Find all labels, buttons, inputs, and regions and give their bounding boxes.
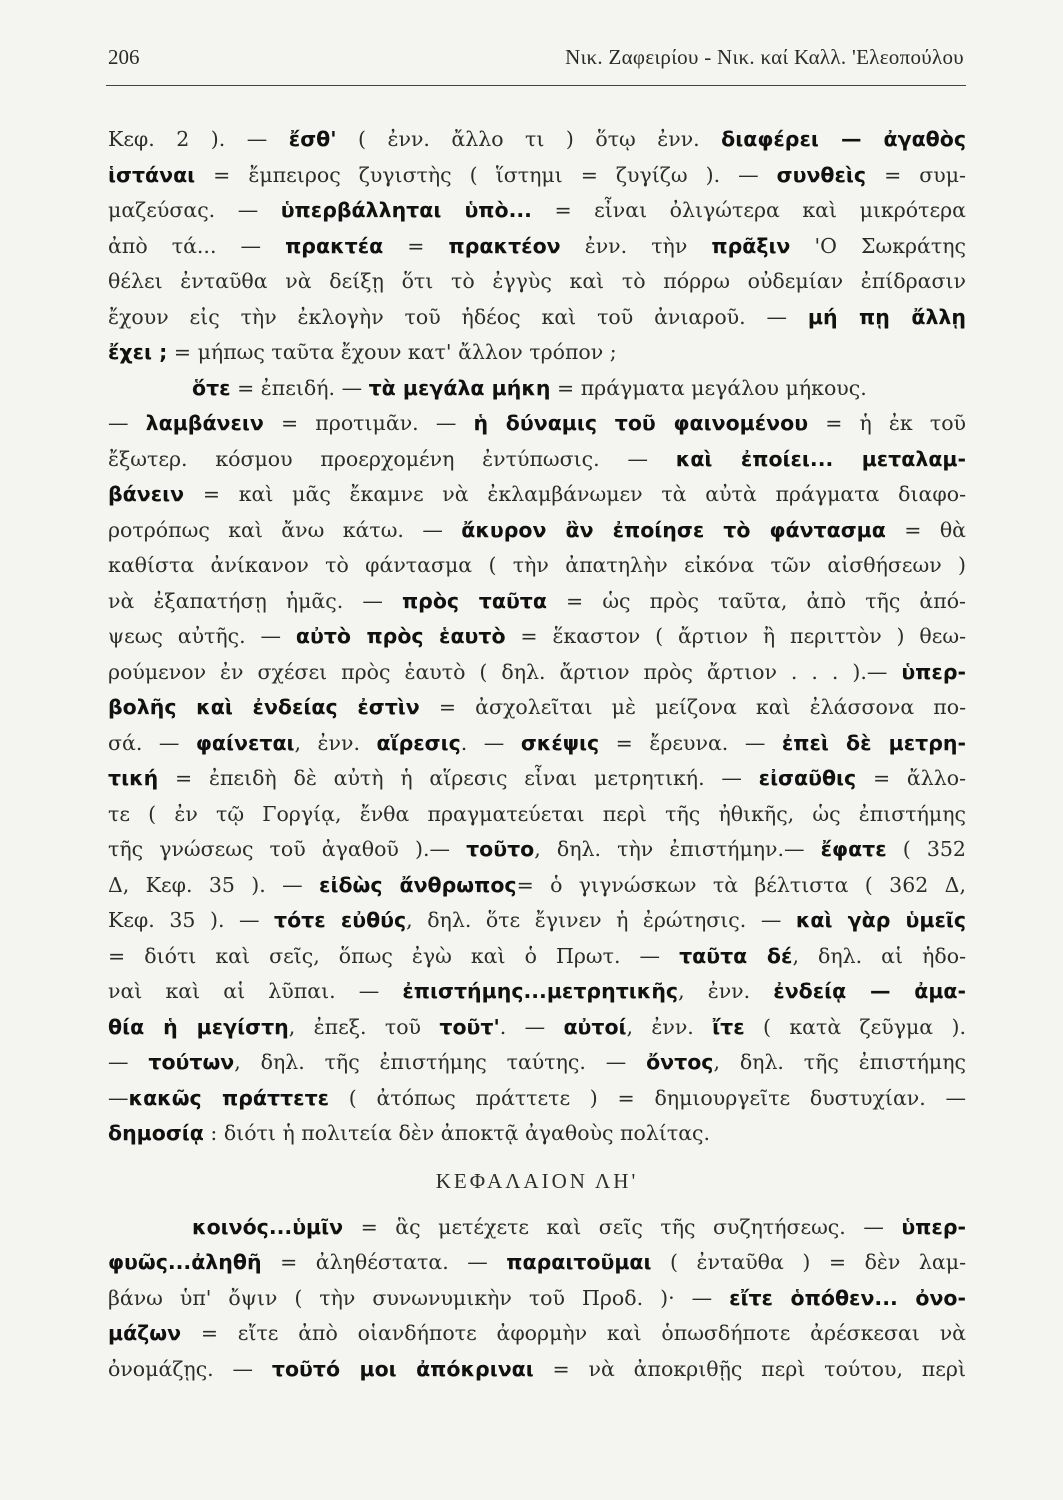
text-line: μαζεύσας. — ὑπερβάλληται ὑπὸ... = εἶναι ὀλιγώτερα καὶ μικρότερα <box>108 198 966 222</box>
text-line: βάνω ὑπ' ὄψιν ( τὴν συνωνυμικὴν τοῦ Προδ. )· — εἴτε ὁπόθεν... ὀνο- <box>108 1285 967 1310</box>
text-line: ὀνομάζῃς. — τοῦτό μοι ἀπόκριναι = νὰ ἀποκριθῇς περὶ τούτου, περὶ <box>108 1356 966 1381</box>
text-line: Κεφ. 35 ). — τότε εὐθύς, δηλ. ὅτε ἔγινεν ἡ ἐρώτησις. — καὶ γὰρ ὑμεῖς <box>108 908 966 932</box>
running-title: Νικ. Ζαφειρίου - Νικ. καί Καλλ. 'Ελεοπούλου <box>565 45 964 69</box>
commentary-block <box>108 122 966 1152</box>
text-line: — λαμβάνειν = προτιμᾶν. — ἡ δύναμις τοῦ φαινομένου = ἡ ἐκ τοῦ <box>108 411 966 435</box>
text-line: ρούμενον ἐν σχέσει πρὸς ἑαυτὸ ( δηλ. ἄρτιον πρὸς ἄρτιον . . . ).— ὑπερ- <box>108 659 966 684</box>
text-line: ναὶ καὶ αἱ λῦπαι. — ἐπιστήμης...μετρητικῆς, ἐνν. ἐνδείᾳ — ἀμα- <box>108 979 966 1003</box>
text-line: τε ( ἐν τῷ Γοργίᾳ, ἔνθα πραγματεύεται περὶ τῆς ἠθικῆς, ὡς ἐπιστήμης <box>108 801 966 826</box>
text-line: Κεφ. 2 ). — ἔσθ' ( ἐνν. ἄλλο τι ) ὅτῳ ἐνν. διαφέρει — ἀγαθὸς <box>108 127 966 151</box>
page-number: 206 <box>108 45 140 69</box>
text-line: βάνειν = καὶ μᾶς ἔκαμνε νὰ ἐκλαμβάνωμεν τὰ αὐτὰ πράγματα διαφο- <box>108 482 966 506</box>
text-line: μάζων = εἴτε ἀπὸ οἱανδήποτε ἀφορμὴν καὶ ὁπωσδήποτε ἀρέσκεσαι νὰ <box>108 1321 966 1345</box>
chapter-heading: ΚΕΦΑΛΑΙΟΝ ΛΗ' <box>435 1168 639 1193</box>
text-line: ἱστάναι = ἔμπειρος ζυγιστὴς ( ἵστημι = ζυγίζω ). — συνθεὶς = συμ- <box>108 162 966 187</box>
text-line: τική = ἐπειδὴ δὲ αὐτὴ ἡ αἵρεσις εἶναι μετρητική. — εἰσαῦθις = ἄλλο- <box>108 766 966 790</box>
chapter-commentary-block <box>108 1210 966 1388</box>
page-header <box>108 45 964 77</box>
text-line: νὰ ἐξαπατήσῃ ἡμᾶς. — πρὸς ταῦτα = ὡς πρὸς ταῦτα, ἀπὸ τῆς ἀπό- <box>108 588 966 613</box>
page-body <box>108 122 966 1387</box>
text-line: κοινός...ὑμῖν = ἃς μετέχετε καὶ σεῖς τῆς συζητήσεως. — ὑπερ- <box>192 1214 966 1239</box>
text-line: τῆς γνώσεως τοῦ ἀγαθοῦ ).— τοῦτο, δηλ. τὴν ἐπιστήμην.— ἔφατε ( 352 <box>108 837 966 861</box>
text-line: —κακῶς πράττετε ( ἀτόπως πράττετε ) = δημιουργεῖτε δυστυχίαν. — <box>108 1085 966 1110</box>
text-line: θία ἡ μεγίστη, ἐπεξ. τοῦ τοῦτ'. — αὐτοί, ἐνν. ἴτε ( κατὰ ζεῦγμα ). <box>108 1014 966 1039</box>
text-line: ἔξωτερ. κόσμου προερχομένη ἐντύπωσις. — καὶ ἐποίει... μεταλαμ- <box>108 446 967 471</box>
text-line: ἀπὸ τά... — πρακτέα = πρακτέον ἐνν. τὴν πρᾶξιν 'Ο Σωκράτης <box>108 233 967 258</box>
text-line: — τούτων, δηλ. τῆς ἐπιστήμης ταύτης. — ὄντος, δηλ. τῆς ἐπιστήμης <box>108 1050 966 1074</box>
text-line: σά. — φαίνεται, ἐνν. αἵρεσις. — σκέψις = ἔρευνα. — ἐπεὶ δὲ μετρη- <box>108 730 966 755</box>
text-line: δημοσίᾳ : διότι ἡ πολιτεία δὲν ἀποκτᾷ ἀγαθοὺς πολίτας. <box>108 1121 711 1145</box>
text-line: ροτρόπως καὶ ἄνω κάτω. — ἄκυρον ἂν ἐποίησε τὸ φάντασμα = θὰ <box>108 517 967 542</box>
text-line: ψεως αὐτῆς. — αὐτὸ πρὸς ἑαυτὸ = ἕκαστον ( ἄρτιον ἢ περιττὸν ) θεω- <box>108 624 967 648</box>
text-line: ὅτε = ἐπειδή. — τὰ μεγάλα μήκη = πράγματα μεγάλου μήκους. <box>192 375 867 400</box>
text-line: καθίστα ἀνίκανον τὸ φάντασμα ( τὴν ἀπατηλὴν εἰκόνα τῶν αἰσθήσεων ) <box>108 553 966 577</box>
text-line: βολῆς καὶ ἐνδείας ἐστὶν = ἀσχολεῖται μὲ μείζονα καὶ ἐλάσσονα πο- <box>108 695 966 719</box>
text-line: ἔχουν εἰς τὴν ἐκλογὴν τοῦ ἡδέος καὶ τοῦ ἀνιαροῦ. — μή πῃ ἄλλῃ <box>108 304 966 329</box>
text-line: φυῶς...ἀληθῆ = ἀληθέστατα. — παραιτοῦμαι ( ἐνταῦθα ) = δὲν λαμ- <box>108 1250 966 1274</box>
text-line: ἔχει ; = μήπως ταῦτα ἔχουν κατ' ἄλλον τρόπον ; <box>108 340 617 364</box>
text-line: Δ, Κεφ. 35 ). — εἰδὼς ἄνθρωπος= ὁ γιγνώσκων τὰ βέλτιστα ( 362 Δ, <box>108 872 966 897</box>
text-line: θέλει ἐνταῦθα νὰ δείξῃ ὅτι τὸ ἐγγὺς καὶ τὸ πόρρω οὐδεμίαν ἐπίδρασιν <box>108 269 966 293</box>
header-rule <box>106 85 966 86</box>
text-line: = διότι καὶ σεῖς, ὅπως ἐγὼ καὶ ὁ Πρωτ. — ταῦτα δέ, δηλ. αἱ ἡδο- <box>108 943 966 968</box>
